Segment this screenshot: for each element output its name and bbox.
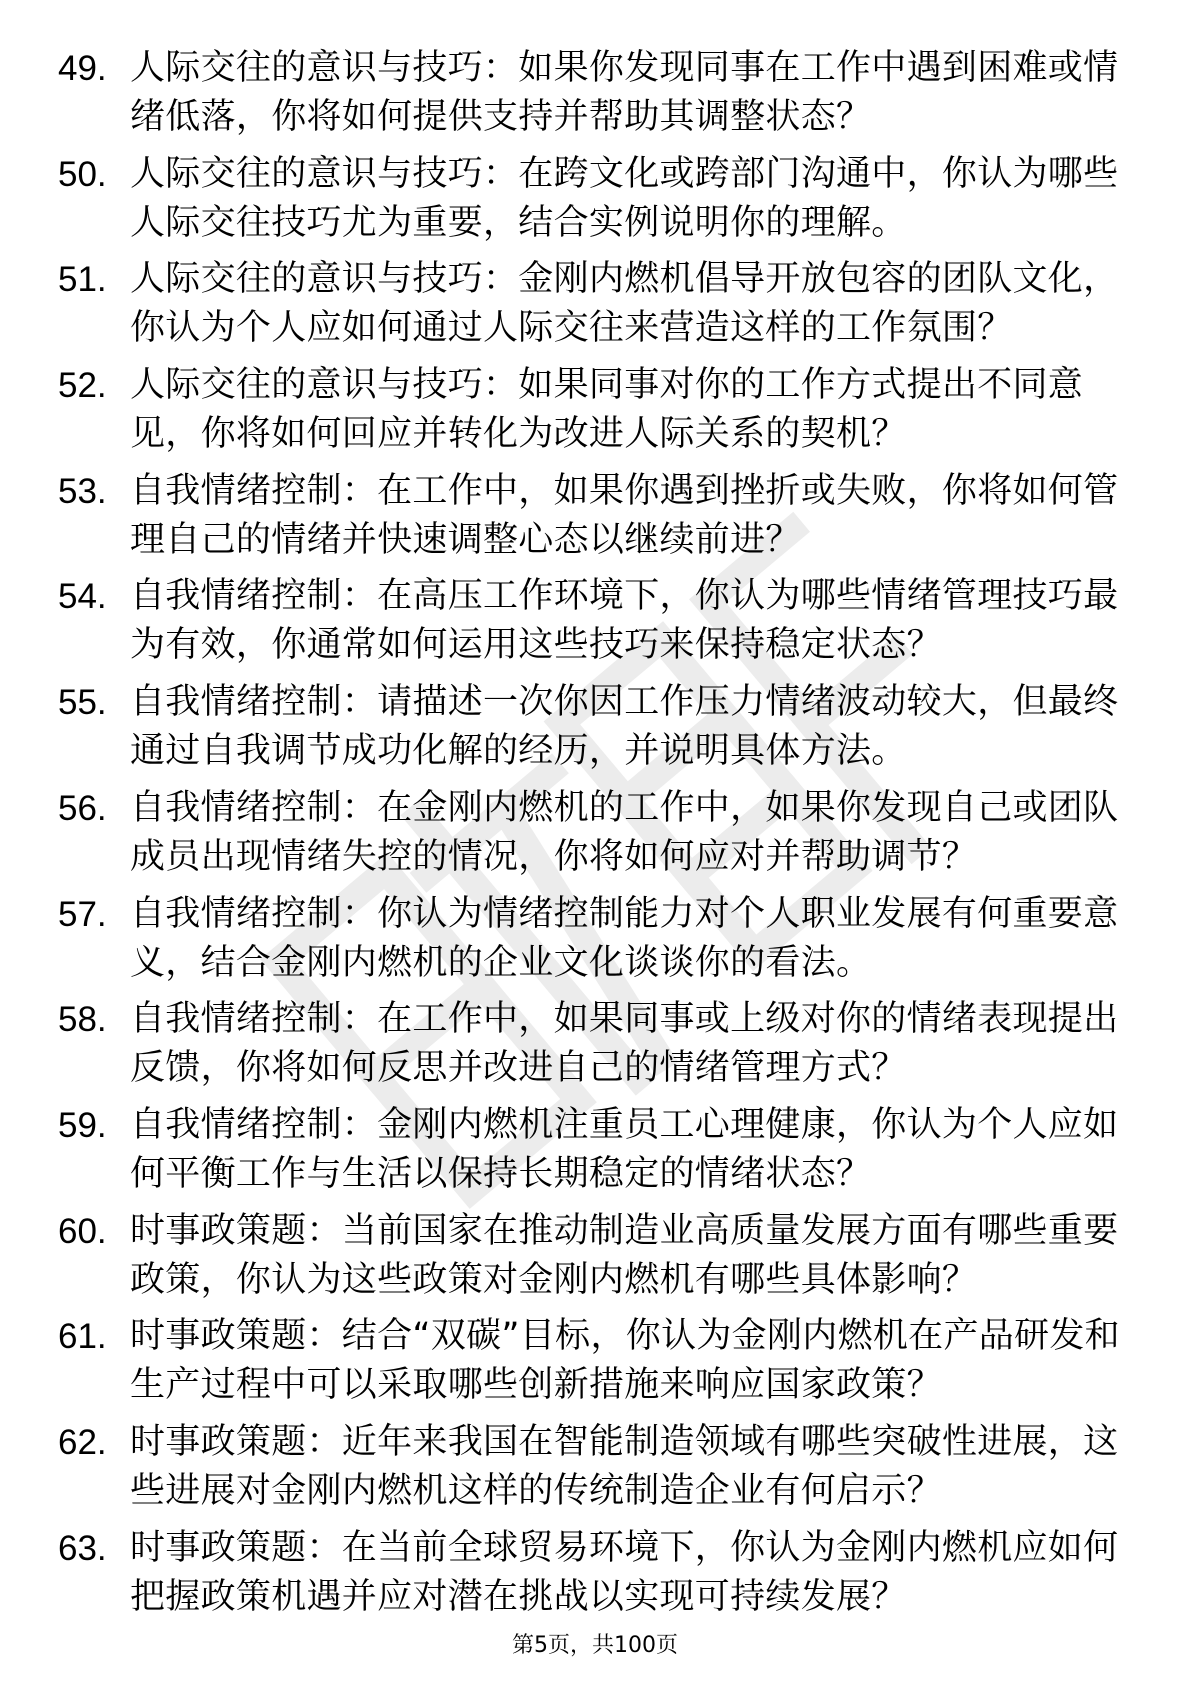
question-number: 51.: [58, 260, 107, 300]
question-item: [58, 44, 1138, 142]
question-text: 时事政策题：在当前全球贸易环境下，你认为金刚内燃机应如何把握政策机遇并应对潜在挑战以实现可持续发展？: [130, 1527, 1119, 1617]
question-item: [58, 1207, 1138, 1305]
question-item: [58, 1524, 1138, 1622]
question-number: 53.: [58, 471, 107, 511]
question-number: 57.: [58, 894, 107, 934]
question-number: 58.: [58, 1000, 107, 1040]
question-text: 自我情绪控制：在工作中，如果你遇到挫折或失败，你将如何管理自己的情绪并快速调整心态以继续前进？: [130, 470, 1119, 560]
question-text: 时事政策题：当前国家在推动制造业高质量发展方面有哪些重要政策，你认为这些政策对金刚内燃机有哪些具体影响？: [130, 1210, 1119, 1300]
question-number: 49.: [58, 49, 107, 88]
question-number: 52.: [58, 366, 107, 406]
question-item: [58, 150, 1138, 248]
question-item: [58, 572, 1138, 670]
question-text: 自我情绪控制：金刚内燃机注重员工心理健康，你认为个人应如何平衡工作与生活以保持长期稳定的情绪状态？: [130, 1104, 1119, 1194]
question-item: [58, 1312, 1138, 1410]
question-number: 55.: [58, 683, 107, 723]
page-footer: 第5页，共100页: [512, 1633, 678, 1658]
question-text: 自我情绪控制：你认为情绪控制能力对个人职业发展有何重要意义，结合金刚内燃机的企业文化谈谈你的看法。: [130, 893, 1119, 983]
question-item: [58, 255, 1138, 353]
question-number: 61.: [58, 1317, 107, 1357]
question-item: [58, 467, 1138, 565]
question-number: 60.: [58, 1211, 107, 1251]
question-item: [58, 678, 1138, 776]
question-number: 50.: [58, 154, 107, 194]
question-item: [58, 1101, 1138, 1199]
question-number: 59.: [58, 1105, 107, 1145]
question-item: [58, 361, 1138, 459]
question-item: [58, 995, 1138, 1093]
question-text: 人际交往的意识与技巧：如果同事对你的工作方式提出不同意见，你将如何回应并转化为改进人际关系的契机？: [130, 365, 1084, 455]
question-text: 自我情绪控制：请描述一次你因工作压力情绪波动较大，但最终通过自我调节成功化解的经历，并说明具体方法。: [130, 682, 1119, 772]
question-text: 自我情绪控制：在金刚内燃机的工作中，如果你发现自己或团队成员出现情绪失控的情况，你将如何应对并帮助调节？: [130, 787, 1119, 877]
question-item: [58, 890, 1138, 988]
question-number: 62.: [58, 1422, 107, 1462]
question-item: [58, 784, 1138, 882]
question-list: [58, 44, 1138, 1629]
question-item: [58, 1418, 1138, 1516]
question-text: 人际交往的意识与技巧：在跨文化或跨部门沟通中，你认为哪些人际交往技巧尤为重要，结合实例说明你的理解。: [130, 153, 1119, 243]
question-text: 人际交往的意识与技巧：金刚内燃机倡导开放包容的团队文化，你认为个人应如何通过人际交往来营造这样的工作氛围？: [130, 259, 1119, 349]
question-number: 63.: [58, 1528, 107, 1568]
question-text: 时事政策题：近年来我国在智能制造领域有哪些突破性进展，这些进展对金刚内燃机这样的传统制造企业有何启示？: [130, 1421, 1119, 1511]
question-number: 54.: [58, 577, 107, 617]
question-number: 56.: [58, 788, 107, 828]
question-text: 人际交往的意识与技巧：如果你发现同事在工作中遇到困难或情绪低落，你将如何提供支持并帮助其调整状态？: [130, 48, 1119, 137]
question-text: 自我情绪控制：在高压工作环境下，你认为哪些情绪管理技巧最为有效，你通常如何运用这些技巧来保持稳定状态？: [130, 576, 1119, 666]
question-text: 自我情绪控制：在工作中，如果同事或上级对你的情绪表现提出反馈，你将如何反思并改进自己的情绪管理方式？: [130, 999, 1119, 1089]
question-text: 时事政策题：结合“双碳”目标，你认为金刚内燃机在产品研发和生产过程中可以采取哪些创新措施来响应国家政策？: [130, 1316, 1120, 1406]
